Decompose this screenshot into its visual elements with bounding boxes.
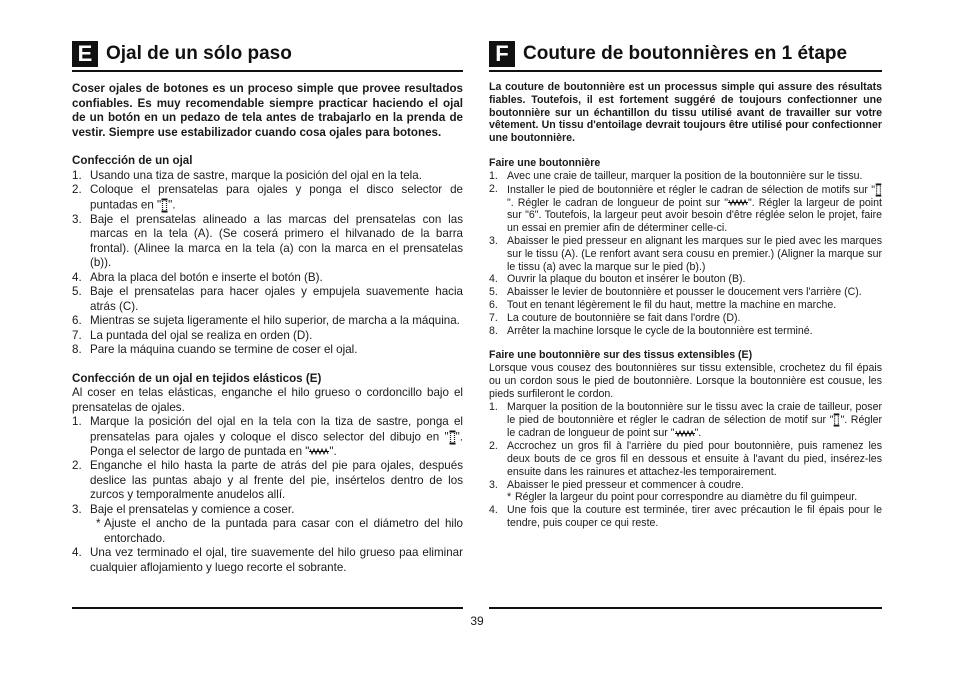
list-item: 1. Usando una tiza de sastre, marque la posición del ojal en la tela. (72, 168, 422, 182)
list-item: 5. Baje el prensatelas para hacer ojales y empujela suavemente hacia atrás (C). (72, 285, 463, 313)
list-item: 8. Arrêter la machine lorsque le cycle de la boutonnière est terminé. (489, 324, 813, 337)
section-e (72, 40, 463, 575)
list-item: 3. Abaisser le pied presseur et commencer à coudre. (489, 478, 744, 491)
list-item: 3. Abaisser le pied presseur en alignant les marques sur le pied avec les marques sur le tissu (A). (Le renfort avant sera cousu en premier.) (Aligner la marque sur le tissu (a) avec la marque sur le pied (b).) (489, 234, 882, 273)
page-number: 39 (470, 614, 484, 628)
section-f-sub2: Faire une boutonnière sur des tissus extensibles (E) (489, 349, 753, 362)
section-e-intro: Coser ojales de botones es un proceso simple que provee resultados confiables. Es muy recomendable siempre practicar haciendo el ojal de un botón en un pedazo de tela antes de trabajarlo en la prenda de vestir. Siempre use estabilizador cuando cosa ojales para botones. (72, 82, 463, 139)
section-e-sub1: Confección de un ojal (72, 154, 193, 167)
section-f-steps2 (489, 401, 882, 530)
list-item: 2. Accrochez un gros fil à l'arrière du pied pour boutonnière, puis ramenez les deux bouts de ce gros fil en dessous et ensuite à l'avant du pied, insérez-les ensuite dans les rainures et attachez-les temporairement. (489, 440, 882, 478)
list-item: 1. Marque la posición del ojal en la tela con la tiza de sastre, ponga el prensatelas para ojales y coloque el disco selector del dibujo en " ". Ponga el selector de largo de puntada en " ". (72, 415, 463, 458)
section-f-intro: La couture de boutonnière est un processus simple qui assure des résultats fiables. Toutefois, il est fortement suggéré de toujours confectionner une boutonnière sur un échantillon du tissu utilisé avant de travailler sur votre vêtement. Un tissu d'entoilage devrait toujours être utilisé pour confectionner une boutonnière. (489, 81, 882, 145)
satin-stitch-length-icon (675, 430, 695, 437)
section-f-title: Couture de boutonnières en 1 étape (523, 43, 848, 64)
section-f-note: * Régler la largeur du point pour correspondre au diamètre du fil guimpeur. (507, 491, 858, 504)
section-e-note: * Ajuste el ancho de la puntada para casar con el diámetro del hilo entorchado. (96, 517, 463, 545)
buttonhole-stitch-icon (875, 183, 882, 197)
list-item: 6. Mientras se sujeta ligeramente el hilo superior, de marcha a la máquina. (72, 314, 460, 328)
section-f (489, 40, 882, 530)
list-item: 4. Abra la placa del botón e inserte el botón (B). (72, 270, 323, 284)
section-f-letter: F (489, 41, 515, 67)
list-item: 4. Une fois que la couture est terminée, tirer avec précaution le fil épais pour le tendre, puis couper ce qui reste. (489, 504, 882, 529)
satin-stitch-length-icon (728, 199, 748, 206)
list-item: 6. Tout en tenant légèrement le fil du haut, mettre la machine en marche. (489, 298, 837, 311)
footer-rule-right (489, 607, 882, 609)
section-e-para2: Al coser en telas elásticas, enganche el hilo grueso o cordoncillo bajo el prensatelas de ojales. (72, 386, 463, 414)
list-item: 4. Ouvrir la plaque du bouton et insérer le bouton (B). (489, 273, 746, 286)
list-item: 4. Una vez terminado el ojal, tire suavemente del hilo grueso paa eliminar cualquier aflojamiento y luego recorte el sobrante. (72, 546, 463, 574)
section-e-steps2 (72, 415, 463, 575)
buttonhole-stitch-icon (449, 430, 456, 445)
list-item: 2. Installer le pied de boutonnière et régler le cadran de sélection de motifs sur "". Régler le cadran de longueur de point sur " ". Régler la largeur de point sur "6". Toutefois, la largeur peut avoir besoin d'être réglée selon le projet, faire un essai en premier afin de déterminer celle-ci. (489, 182, 882, 235)
list-item: 8. Pare la máquina cuando se termine de coser el ojal. (72, 343, 358, 357)
section-f-steps1 (489, 170, 882, 338)
list-item: 2. Coloque el prensatelas para ojales y ponga el disco selector de puntadas en " ". (72, 183, 463, 212)
section-f-para2: Lorsque vous cousez des boutonnières sur tissu extensible, crochetez du fil épais ou un cordon sous le pied de boutonnière. Lorsque la boutonnière est cousue, les pieds surfileront le cordon. (489, 362, 882, 400)
list-item: 3. Baje el prensatelas y comience a coser. (72, 502, 295, 516)
section-e-steps1 (72, 169, 463, 358)
list-item: 2. Enganche el hilo hasta la parte de atrás del pie para ojales, después deslice las puntas abajo y al frente del pie, insértelos dentro de los zurcos y temporalmente anudelos allí. (72, 459, 463, 502)
section-f-sub1: Faire une boutonnière (489, 156, 601, 169)
list-item: 3. Baje el prensatelas alineado a las marcas del prensatelas con las marcas en la tela (A). (Se coserá primero el hilvanado de la barra frontal). (Alinee la marca en la tela (a) con la marca en el prensatelas (b)). (72, 212, 463, 270)
list-item: 1. Marquer la position de la boutonnière sur le tissu avec la craie de tailleur, poser le pied de boutonnière et régler le cadran de sélection de motif sur " ". Régler le cadran de longueur de point sur " ". (489, 400, 883, 440)
list-item: 5. Abaisser le levier de boutonnière et pousser le doucement vers l'arrière (C). (489, 286, 862, 299)
section-e-title: Ojal de un sólo paso (106, 43, 292, 64)
footer-rule-left (72, 607, 463, 609)
section-e-header (72, 40, 463, 72)
list-item: 7. La puntada del ojal se realiza en orden (D). (72, 328, 313, 342)
section-e-sub2: Confección de un ojal en tejidos elásticos (E) (72, 371, 322, 385)
section-f-header (489, 40, 882, 72)
satin-stitch-length-icon (309, 448, 329, 455)
list-item: 1. Avec une craie de tailleur, marquer la position de la boutonnière sur le tissu. (489, 169, 863, 182)
section-e-letter: E (72, 41, 98, 67)
list-item: 7. La couture de boutonnière se fait dans l'ordre (D). (489, 311, 741, 324)
